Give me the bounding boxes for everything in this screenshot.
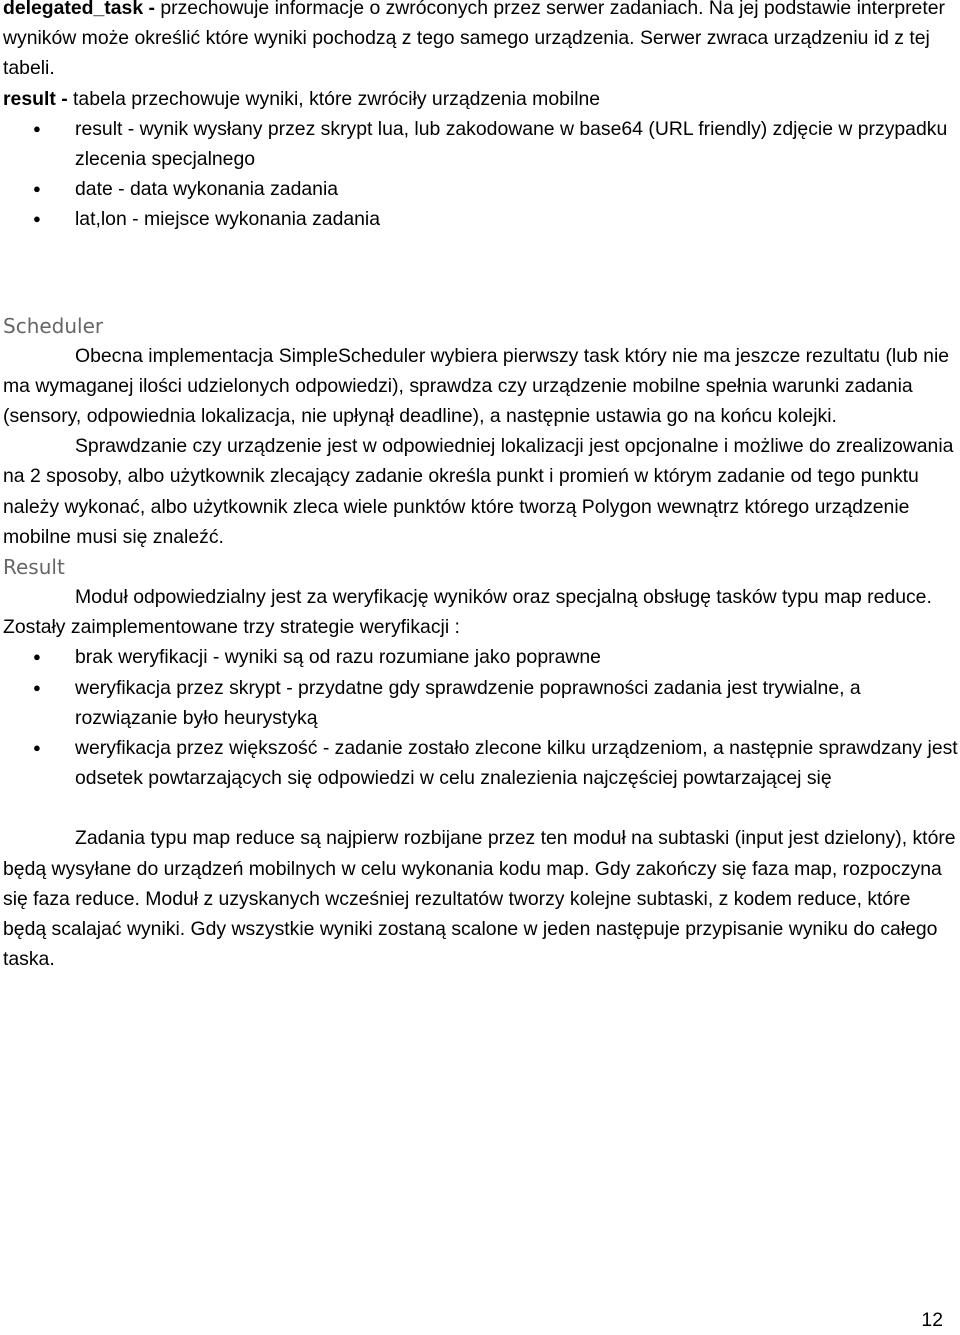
result-fields-list [3,114,958,235]
paragraph-spacer [3,793,958,823]
list-item-text: result - wynik wysłany przez skrypt lua, lub zakodowane w base64 (URL friendly) zdjęcie w przypadku zlecenia specjalnego [75,117,948,171]
list-item [3,204,958,234]
scheduler-paragraph: Sprawdzanie czy urządzenie jest w odpowiedniej lokalizacji jest opcjonalne i możliwe do zrealizowania na 2 sposoby, albo użytkownik zlecający zadanie określa punkt i promień w którym zadanie od tego punktu należy wykonać, albo użytkownik zleca wiele punktów które tworzą Polygon wewnątrz którego urządzenie mobilne musi się znaleźć. [3,435,954,548]
list-item-text: weryfikacja przez skrypt - przydatne gdy sprawdzenie poprawności zadania jest trywialne, a rozwiązanie było heurystyką [75,676,861,729]
result-intro-paragraph: Moduł odpowiedzialny jest za weryfikację wyników oraz specjalną obsługę tasków typu map reduce. Zostały zaimplementowane trzy strategie weryfikacji : [3,586,932,639]
result-table-term: result - [3,87,68,110]
list-item [3,174,958,204]
list-item-text: weryfikacja przez większość - zadanie zostało zlecone kilku urządzeniom, a następnie sprawdzany jest odsetek powtarzających się odpowiedzi w celu znalezienia najczęściej powtarzającej się [75,737,958,790]
document-page [3,0,958,974]
bullet-icon: ● [33,181,41,197]
list-item-text: lat,lon - miejsce wykonania zadania [75,208,381,231]
list-item [3,114,958,174]
list-item-text: brak weryfikacji - wyniki są od razu rozumiane jako poprawne [75,646,601,669]
list-item [3,642,958,672]
result-table-description: tabela przechowuje wyniki, które zwróciły urządzenia mobilne [67,87,601,110]
result-table-paragraph [3,84,958,114]
page-number: 12 [921,1309,943,1331]
delegated-task-term: delegated_task - [3,0,155,19]
list-item [3,733,958,793]
section-spacer [3,235,958,311]
delegated-task-paragraph [3,0,958,84]
bullet-icon: ● [33,649,41,665]
delegated-task-description: przechowuje informacje o zwróconych przez serwer zadaniach. Na jej podstawie interpreter wyników może określić które wyniki pochodzą z tego samego urządzenia. Serwer zwraca urządzeniu id z tej tabeli. [3,0,945,80]
bullet-icon: ● [33,120,41,136]
verification-strategies-list [3,642,958,793]
list-item-text: date - data wykonania zadania [75,178,339,201]
scheduler-paragraph: Obecna implementacja SimpleScheduler wybiera pierwszy task który nie ma jeszcze rezultatu (lub nie ma wymaganej ilości udzielonych odpowiedzi), sprawdza czy urządzenie mobilne spełnia warunki zadania (sensory, odpowiednia lokalizacja, nie upłynął deadline), a następnie ustawia go na końcu kolejki. [3,344,950,428]
list-item [3,673,958,733]
bullet-icon: ● [33,740,41,756]
map-reduce-paragraph: Zadania typu map reduce są najpierw rozbijane przez ten moduł na subtaski (input jest dzielony), które będą wysyłane do urządzeń mobilnych w celu wykonania kodu map. Gdy zakończy się faza map, rozpoczyna się faza reduce. Moduł z uzyskanych wcześniej rezultatów tworzy kolejne subtaski, z kodem reduce, które będą scalajać wyniki. Gdy wszystkie wyniki zostaną scalone w jeden następuje przypisanie wyniku do całego taska. [3,827,956,971]
bullet-icon: ● [33,679,41,695]
bullet-icon: ● [33,211,41,227]
result-heading: Result [3,555,65,580]
scheduler-heading: Scheduler [3,313,104,338]
